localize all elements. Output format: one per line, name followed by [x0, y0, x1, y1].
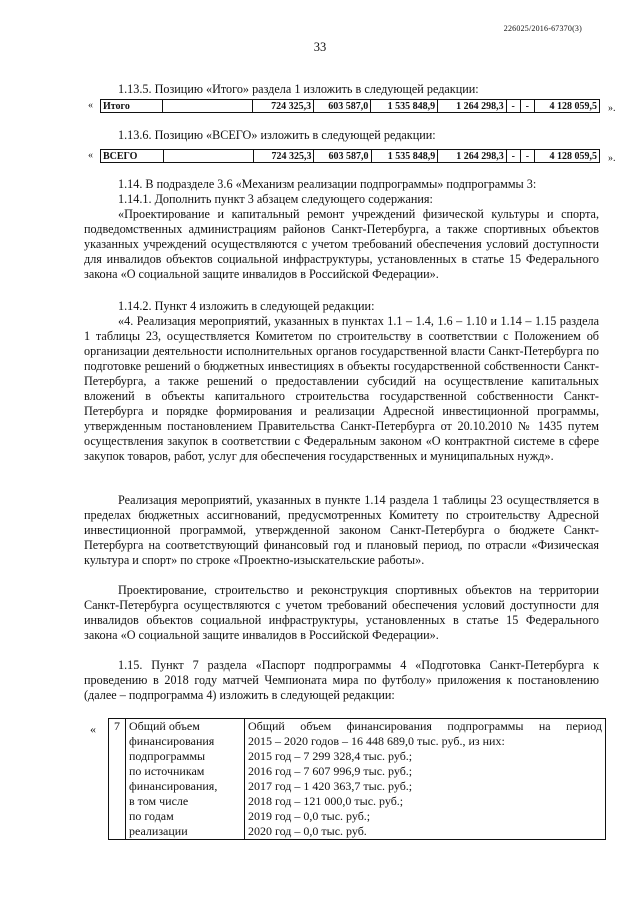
item-1-13-5: 1.13.5. Позицию «Итого» раздела 1 изложить в следующей редакции: — [118, 82, 479, 96]
item-1-13-6: 1.13.6. Позицию «ВСЕГО» изложить в следующей редакции: — [118, 128, 436, 142]
passport-right-cell — [245, 719, 606, 840]
itogo-open-quote: « — [88, 100, 93, 111]
vsego-close-quote: ». — [608, 153, 616, 164]
itogo-cell-2017: 1 535 848,9 — [371, 100, 438, 113]
page-number: 33 — [313, 40, 327, 54]
item-1-14-2: 1.14.2. Пункт 4 изложить в следующей редакции: — [118, 299, 375, 313]
vsego-cell-total: 4 128 059,5 — [534, 150, 599, 163]
left-line: финансирования, — [129, 779, 218, 793]
itogo-row — [101, 100, 600, 113]
paragraph-design-repair: «Проектирование и капитальный ремонт учреждений физической культуры и спорта, подведомственных администрациям районов Санкт-Петербурга, а также спортивных объектов указанных учреждений осуществляются с учетом требований обеспечения условий доступности для инвалидов объектов социальной инфраструктуры, установленных в статье 15 Федерального закона «О социальной защите инвалидов в Российской Федерации». — [84, 207, 599, 281]
paragraph-point-4: «4. Реализация мероприятий, указанных в пунктах 1.1 – 1.4, 1.6 – 1.10 и 1.14 – 1.15 раздела 1 таблицы 23, осуществляется Комитетом по строительству в соответствии с Положением об организации деятельности исполнительных органов государственной власти Санкт-Петербурга по подготовке решений о бюджетных инвестициях в объекты государственной собственности Санкт-Петербурга, а также решений о предоставлении субсидий на осуществление капитальных вложений в объекты капитального строительства государственной собственности Санкт-Петербурга и порядке формирования и реализации Адресной инвестиционной программы, утвержденным постановлением Правительства Санкт-Петербурга от 20.10.2010 № 1435 путем осуществления закупок в соответствии с Федеральным законом «О контрактной системе в сфере закупок товаров, работ, услуг для обеспечения государственных и муниципальных нужд». — [84, 314, 599, 463]
itogo-table — [100, 99, 600, 113]
vsego-cell-2015: 724 325,3 — [253, 150, 314, 163]
right-line: 2017 год – 1 420 363,7 тыс. руб.; — [248, 779, 413, 793]
left-line: финансирования — [129, 734, 215, 748]
right-line: 2015 год – 7 299 328,4 тыс. руб.; — [248, 749, 413, 763]
right-line: 2016 год – 7 607 996,9 тыс. руб.; — [248, 764, 413, 778]
right-line: 2015 – 2020 годов – 16 448 689,0 тыс. руб., из них: — [248, 734, 505, 748]
right-line: 2018 год – 121 000,0 тыс. руб.; — [248, 794, 404, 808]
passport-row-number: 7 — [109, 719, 126, 840]
itogo-cell-2018: 1 264 298,3 — [438, 100, 507, 113]
vsego-open-quote: « — [88, 150, 93, 161]
item-1-15: 1.15. Пункт 7 раздела «Паспорт подпрограммы 4 «Подготовка Санкт-Петербурга к проведению в 2018 году матчей Чемпионата мира по футболу» приложения к постановлению (далее – подпрограмма 4) изложить в следующей редакции: — [84, 658, 599, 702]
paragraph-design-construction: Проектирование, строительство и реконструкция спортивных объектов на территории Санкт-Петербурга осуществляются с учетом требований обеспечения условий доступности для инвалидов объектов социальной инфраструктуры, установленных в статье 15 Федерального закона «О социальной защите инвалидов в Российской Федерации». — [84, 583, 599, 642]
paragraph-implementation: Реализация мероприятий, указанных в пункте 1.14 раздела 1 таблицы 23 осуществляется в пределах бюджетных ассигнований, предусмотренных Комитету по строительству Адресной инвестиционной программой, утвержденной законом Санкт-Петербурга о бюджете Санкт-Петербурга на соответствующий финансовый год и плановый период, по отрасли «Физическая культура и спорт» по строке «Проектно-изыскательские работы». — [84, 493, 599, 567]
itogo-cell-2019: - — [506, 100, 520, 113]
passport-financing-table — [108, 718, 606, 840]
passport-open-quote: « — [90, 722, 96, 736]
vsego-label: ВСЕГО — [101, 150, 164, 163]
left-line: Общий объем — [129, 719, 200, 733]
right-line: Общий объем финансирования подпрограммы на период — [248, 719, 602, 733]
right-line: 2020 год – 0,0 тыс. руб. — [248, 824, 367, 838]
right-line: 2019 год – 0,0 тыс. руб.; — [248, 809, 371, 823]
itogo-close-quote: ». — [608, 103, 616, 114]
vsego-cell-2019: - — [506, 150, 520, 163]
itogo-cell-2020: - — [520, 100, 534, 113]
passport-left-cell — [126, 719, 245, 840]
passport-row-7 — [109, 719, 606, 840]
item-1-14-1: 1.14.1. Дополнить пункт 3 абзацем следующего содержания: — [118, 192, 433, 206]
vsego-cell-2017: 1 535 848,9 — [371, 150, 438, 163]
left-line: в том числе — [129, 794, 189, 808]
item-1-14: 1.14. В подразделе 3.6 «Механизм реализации подпрограммы» подпрограммы 3: — [118, 177, 537, 191]
vsego-table — [100, 149, 600, 163]
vsego-cell-2016: 603 587,0 — [314, 150, 371, 163]
itogo-cell-2015: 724 325,3 — [253, 100, 314, 113]
document-id: 226025/2016-67370(3) — [503, 24, 582, 33]
vsego-cell-2020: - — [520, 150, 534, 163]
vsego-row — [101, 150, 600, 163]
left-line: подпрограммы — [129, 749, 206, 763]
vsego-cell-empty — [164, 150, 254, 163]
left-line: по годам — [129, 809, 174, 823]
left-line: по источникам — [129, 764, 205, 778]
itogo-cell-empty — [163, 100, 253, 113]
vsego-cell-2018: 1 264 298,3 — [438, 150, 506, 163]
left-line: реализации — [129, 824, 188, 838]
itogo-cell-2016: 603 587,0 — [314, 100, 371, 113]
itogo-cell-total: 4 128 059,5 — [534, 100, 599, 113]
itogo-label: Итого — [101, 100, 163, 113]
